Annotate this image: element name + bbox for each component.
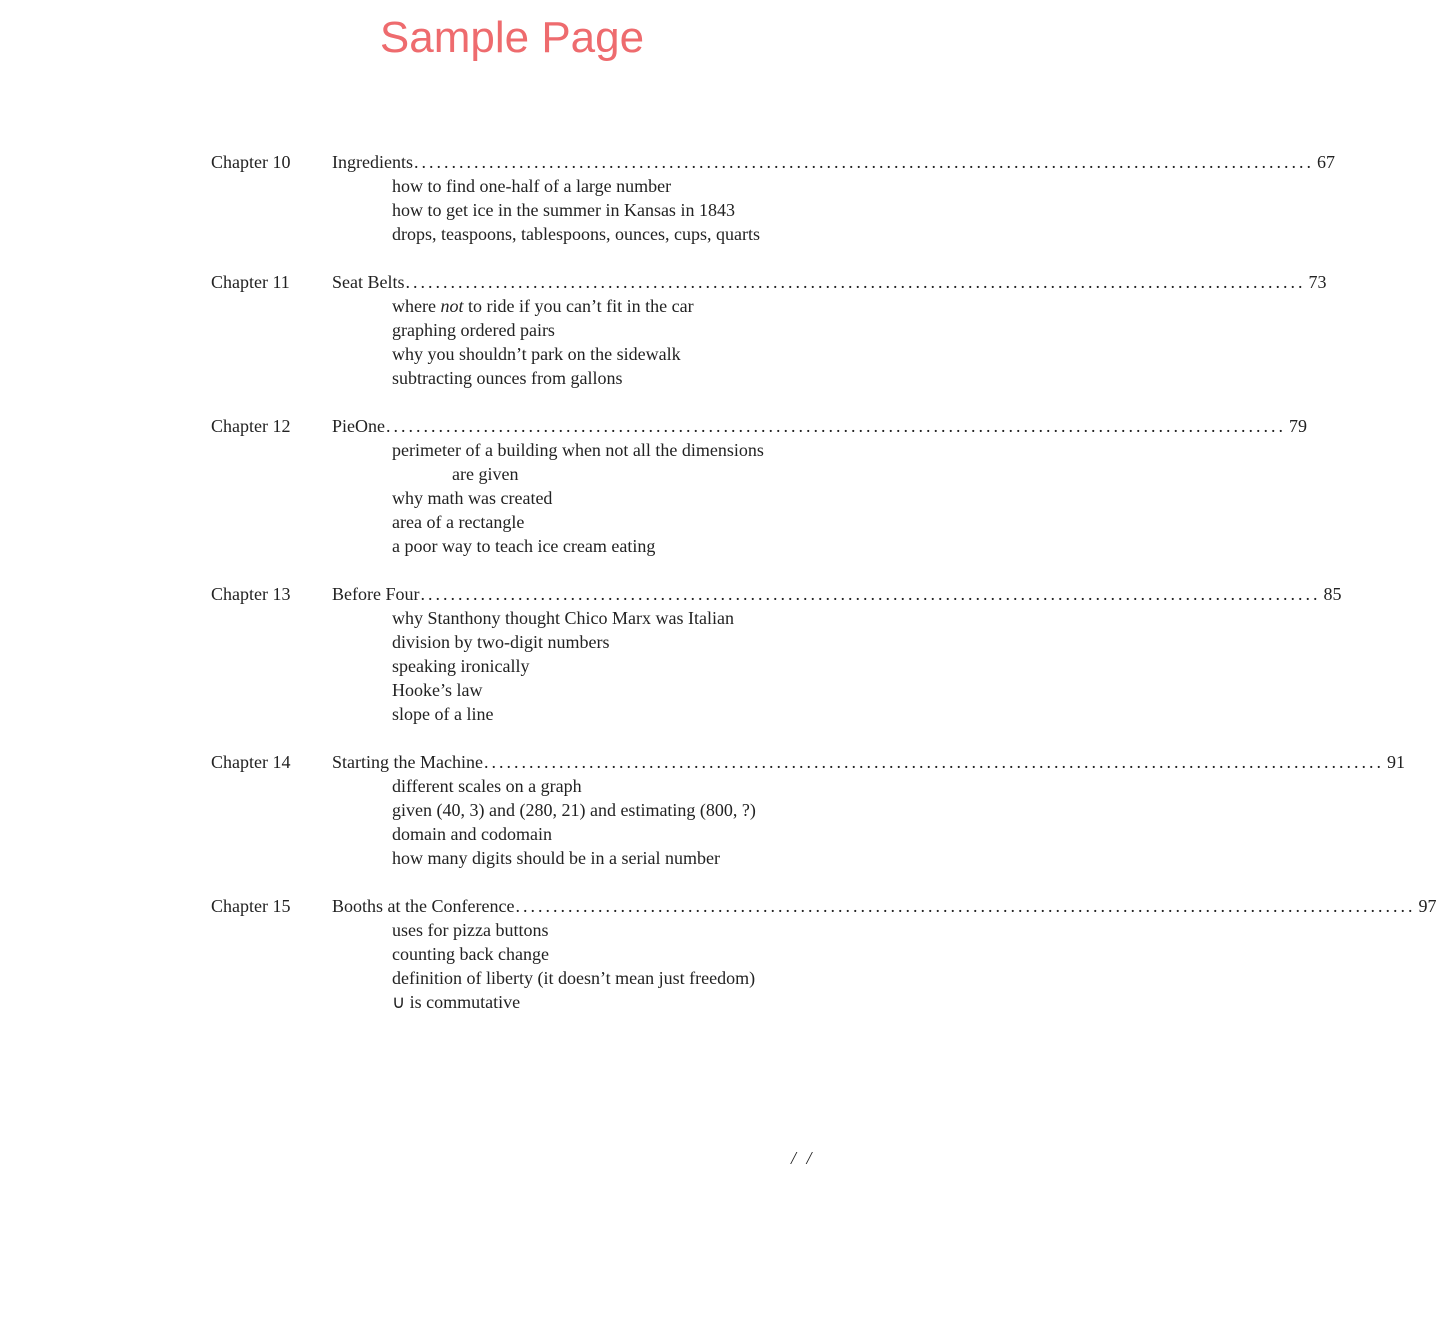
dot-leader: ........................................................................................................................	[405, 272, 1306, 292]
dot-leader: ........................................................................................................................	[483, 752, 1384, 772]
chapter-title: Booths at the Conference	[332, 896, 515, 916]
chapter-title: Ingredients	[332, 152, 413, 172]
topic-line: different scales on a graph	[392, 776, 582, 796]
topic-line: definition of liberty (it doesn’t mean just freedom)	[392, 968, 756, 988]
chapter-label: Chapter 12	[211, 416, 291, 436]
topic-line: are given	[452, 464, 519, 484]
topic-line: domain and codomain	[392, 824, 552, 844]
topic-line: a poor way to teach ice cream eating	[392, 536, 656, 556]
chapter-entry	[211, 270, 1327, 390]
chapter-title: PieOne	[332, 416, 385, 436]
table-of-contents	[211, 150, 1436, 1038]
topic-line: why Stanthony thought Chico Marx was Italian	[392, 608, 734, 628]
dot-leader: ........................................................................................................................	[386, 416, 1286, 436]
chapter-entry	[211, 414, 1307, 558]
chapter-heading-row	[211, 582, 1342, 606]
page-number-mark: / /	[791, 1148, 815, 1168]
topic-line: perimeter of a building when not all the dimensions	[392, 440, 764, 460]
chapter-heading-row	[211, 414, 1307, 438]
chapter-page-number: 79	[1289, 416, 1307, 436]
chapter-title: Seat Belts	[332, 272, 405, 292]
topic-line: how many digits should be in a serial number	[392, 848, 720, 868]
dot-leader: ........................................................................................................................	[413, 152, 1314, 172]
chapter-page-number: 91	[1386, 752, 1405, 772]
topic-line: drops, teaspoons, tablespoons, ounces, cups, quarts	[392, 224, 760, 244]
topic-line	[211, 294, 813, 318]
chapter-entry	[211, 582, 1342, 726]
chapter-entry	[211, 894, 1436, 1014]
chapter-label: Chapter 13	[211, 584, 291, 604]
chapter-label: Chapter 11	[211, 272, 290, 292]
topic-line: how to find one-half of a large number	[392, 176, 672, 196]
chapter-heading-row	[211, 750, 1405, 774]
chapter-page-number: 67	[1316, 152, 1335, 172]
topic-line: area of a rectangle	[392, 512, 525, 532]
chapter-entry	[211, 750, 1405, 870]
chapter-page-number: 97	[1418, 896, 1436, 916]
topic-line: given (40, 3) and (280, 21) and estimating (800, ?)	[392, 800, 756, 820]
chapter-entry	[211, 150, 1335, 246]
chapter-label: Chapter 10	[211, 152, 291, 172]
topic-emphasis: not	[440, 296, 464, 316]
topic-line: why math was created	[392, 488, 553, 508]
topic-line: division by two-digit numbers	[392, 632, 610, 652]
topic-line: speaking ironically	[392, 656, 530, 676]
chapter-label: Chapter 14	[211, 752, 291, 772]
chapter-heading-row	[211, 270, 1327, 294]
topic-line: how to get ice in the summer in Kansas in 1843	[392, 200, 735, 220]
dot-leader: ........................................................................................................................	[420, 584, 1321, 604]
chapter-title: Before Four	[332, 584, 420, 604]
chapter-label: Chapter 15	[211, 896, 291, 916]
topic-line: graphing ordered pairs	[392, 320, 555, 340]
topic-line: uses for pizza buttons	[392, 920, 549, 940]
topic-line: slope of a line	[392, 704, 494, 724]
topic-line: Hooke’s law	[392, 680, 483, 700]
topic-text: where	[392, 296, 441, 316]
chapter-title: Starting the Machine	[332, 752, 483, 772]
topic-line: counting back change	[392, 944, 549, 964]
topic-text: to ride if you can’t fit in the car	[463, 296, 694, 316]
chapter-heading-row	[211, 894, 1436, 918]
topic-line: ∪ is commutative	[392, 992, 521, 1012]
dot-leader: ........................................................................................................................	[515, 896, 1416, 916]
chapter-heading-row	[211, 150, 1335, 174]
chapter-page-number: 73	[1308, 272, 1327, 292]
sample-page-watermark: Sample Page	[379, 13, 645, 62]
chapter-page-number: 85	[1323, 584, 1342, 604]
topic-line: why you shouldn’t park on the sidewalk	[392, 344, 681, 364]
topic-line: subtracting ounces from gallons	[392, 368, 623, 388]
